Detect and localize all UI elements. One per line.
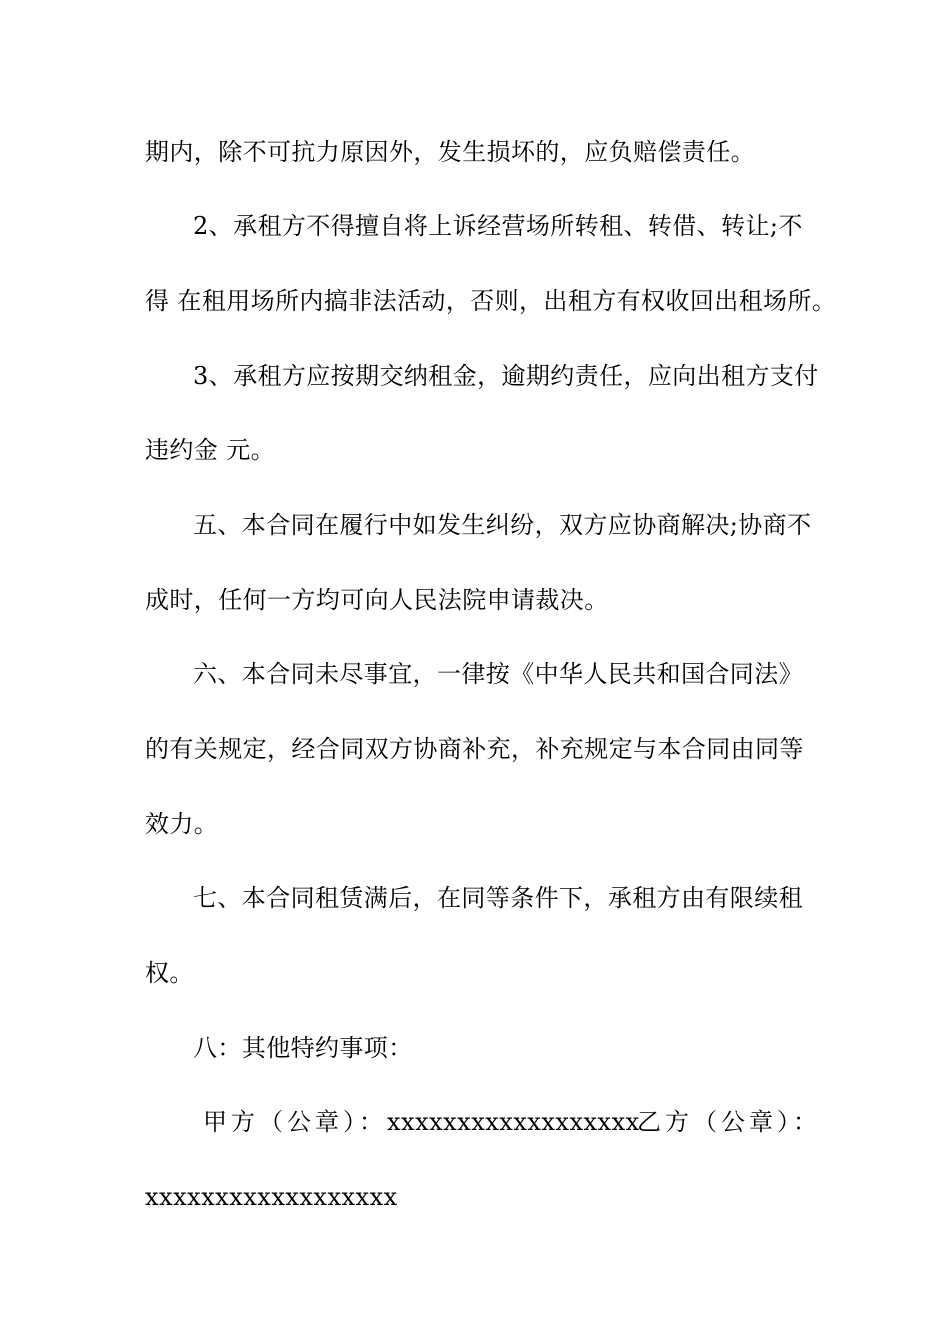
clause-six-line-2: 的有关规定，经合同双方协商补充，补充规定与本合同由同等 <box>145 735 804 763</box>
clause-3-line-2: 违约金 元。 <box>145 436 276 464</box>
clause-five-line-1: 五、本合同在履行中如发生纠纷，双方应协商解决;协商不 <box>193 511 812 539</box>
clause-seven-line-1: 七、本合同租赁满后，在同等条件下，承租方由有限续租 <box>193 884 803 912</box>
paragraph-line: 期内，除不可抗力原因外，发生损坏的，应负赔偿责任。 <box>145 138 755 166</box>
clause-six-line-3: 效力。 <box>145 810 219 838</box>
party-b-signature-value: xxxxxxxxxxxxxxxxxx <box>145 1183 398 1211</box>
clause-five-line-2: 成时，任何一方均可向人民法院申请裁决。 <box>145 586 609 614</box>
clause-seven-line-2: 权。 <box>145 959 194 987</box>
party-a-label: 甲方（公章）： <box>203 1108 387 1136</box>
clause-3-line-1: 3、承租方应按期交纳租金，逾期约责任，应向出租方支付 <box>193 362 819 390</box>
party-b-signature-label: 乙方（公章）： <box>637 1108 821 1136</box>
clause-2-line-2: 得 在租用场所内搞非法活动，否则，出租方有权收回出租场所。 <box>145 287 837 315</box>
clause-2-line-1: 2、承租方不得擅自将上诉经营场所转租、转借、转让;不 <box>193 212 803 240</box>
party-a-value: xxxxxxxxxxxxxxxxxx <box>387 1108 640 1136</box>
clause-eight-line: 八：其他特约事项： <box>193 1034 413 1062</box>
clause-six-line-1: 六、本合同未尽事宜，一律按《中华人民共和国合同法》 <box>193 660 803 688</box>
party-a-signature <box>203 1107 640 1137</box>
